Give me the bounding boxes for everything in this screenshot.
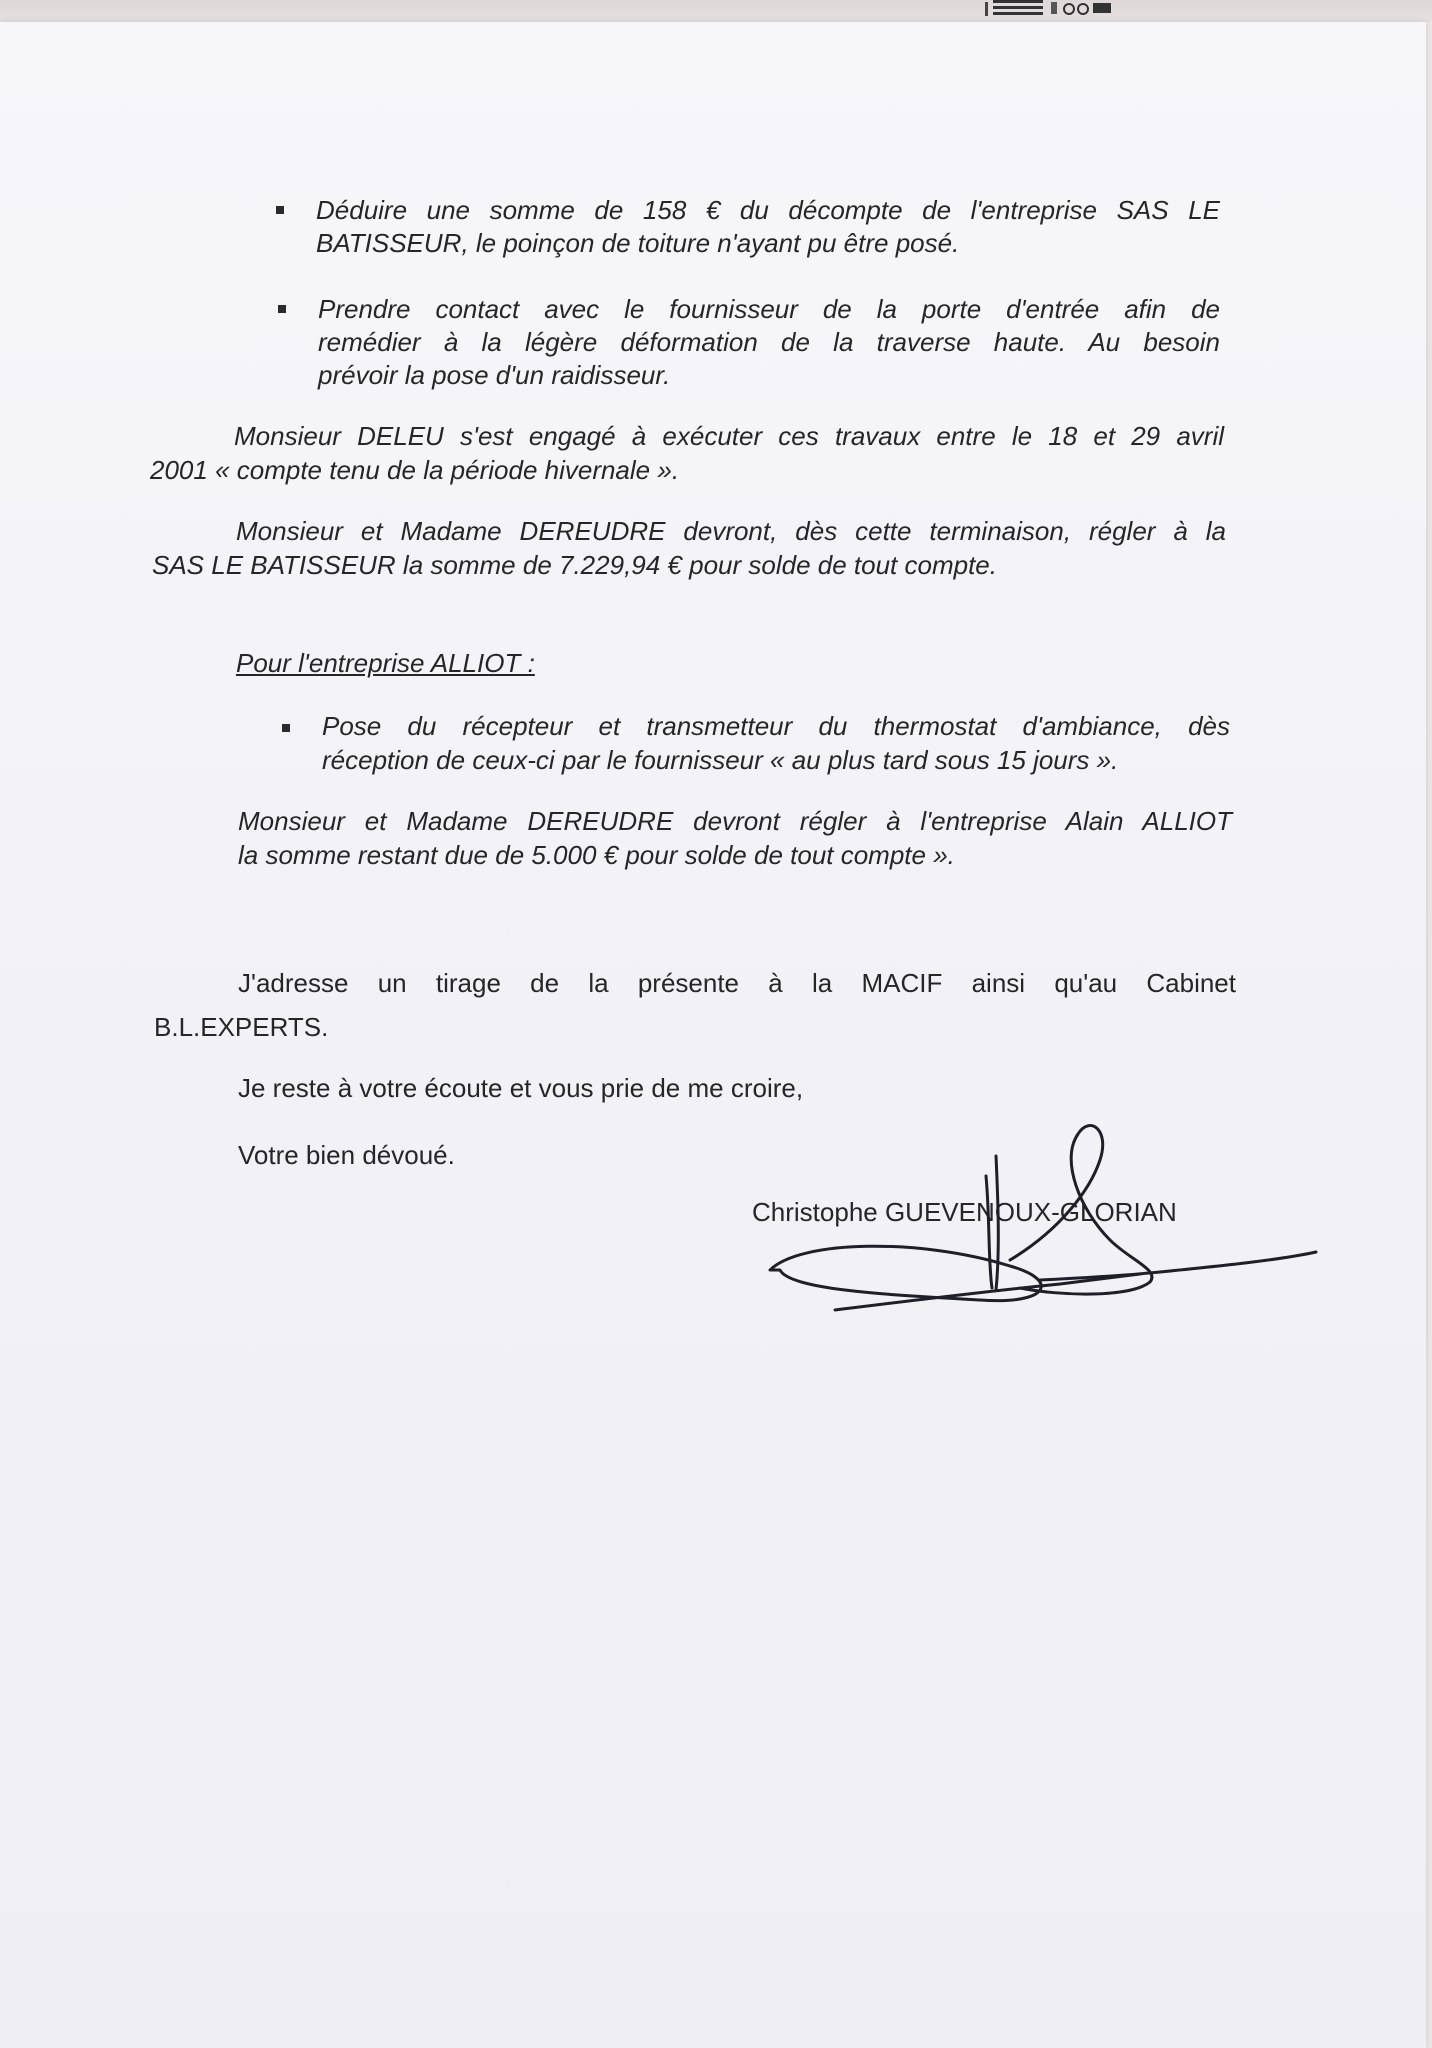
para-dereudre2-line-1: Monsieur et Madame DEREUDRE devront régler à l'entreprise Alain ALLIOT (238, 806, 1232, 836)
square-bullet-icon (276, 206, 284, 214)
para-macif-line-1: J'adresse un tirage de la présente à la MACIF ainsi qu'au Cabinet (238, 968, 1236, 998)
para-deleu-line-2: 2001 « compte tenu de la période hivernale ». (150, 455, 680, 485)
bullet-1-line-1: Déduire une somme de 158 € du décompte de l'entreprise SAS LE (316, 195, 1220, 225)
para-dereudre1-line-1: Monsieur et Madame DEREUDRE devront, dès cette terminaison, régler à la (236, 516, 1226, 546)
signatory-name: Christophe GUEVENOUX-GLORIAN (752, 1197, 1177, 1227)
para-dereudre2-line-2: la somme restant due de 5.000 € pour solde de tout compte ». (238, 840, 955, 870)
bullet-alliot-line-2: réception de ceux-ci par le fournisseur « au plus tard sous 15 jours ». (322, 745, 1119, 775)
square-bullet-icon (278, 305, 286, 313)
section-heading-alliot: Pour l'entreprise ALLIOT : (236, 648, 535, 678)
bullet-2-line-3: prévoir la pose d'un raidisseur. (318, 360, 671, 390)
square-bullet-icon (282, 724, 290, 732)
bullet-2-line-1: Prendre contact avec le fournisseur de la porte d'entrée afin de (318, 294, 1220, 324)
handwritten-signature (760, 1120, 1320, 1340)
barcode-stamp-icon (985, 0, 1165, 18)
bullet-1-line-2: BATISSEUR, le poinçon de toiture n'ayant pu être posé. (316, 228, 960, 258)
closing-line-2: Votre bien dévoué. (238, 1140, 455, 1170)
para-dereudre1-line-2: SAS LE BATISSEUR la somme de 7.229,94 € pour solde de tout compte. (152, 550, 997, 580)
closing-line-1: Je reste à votre écoute et vous prie de me croire, (238, 1073, 804, 1103)
bullet-2-line-2: remédier à la légère déformation de la traverse haute. Au besoin (318, 327, 1220, 357)
bullet-alliot-line-1: Pose du récepteur et transmetteur du thermostat d'ambiance, dès (322, 711, 1230, 741)
para-macif-line-2: B.L.EXPERTS. (154, 1012, 329, 1042)
para-deleu-line-1: Monsieur DELEU s'est engagé à exécuter ces travaux entre le 18 et 29 avril (234, 421, 1224, 451)
background-strip (0, 0, 1432, 22)
